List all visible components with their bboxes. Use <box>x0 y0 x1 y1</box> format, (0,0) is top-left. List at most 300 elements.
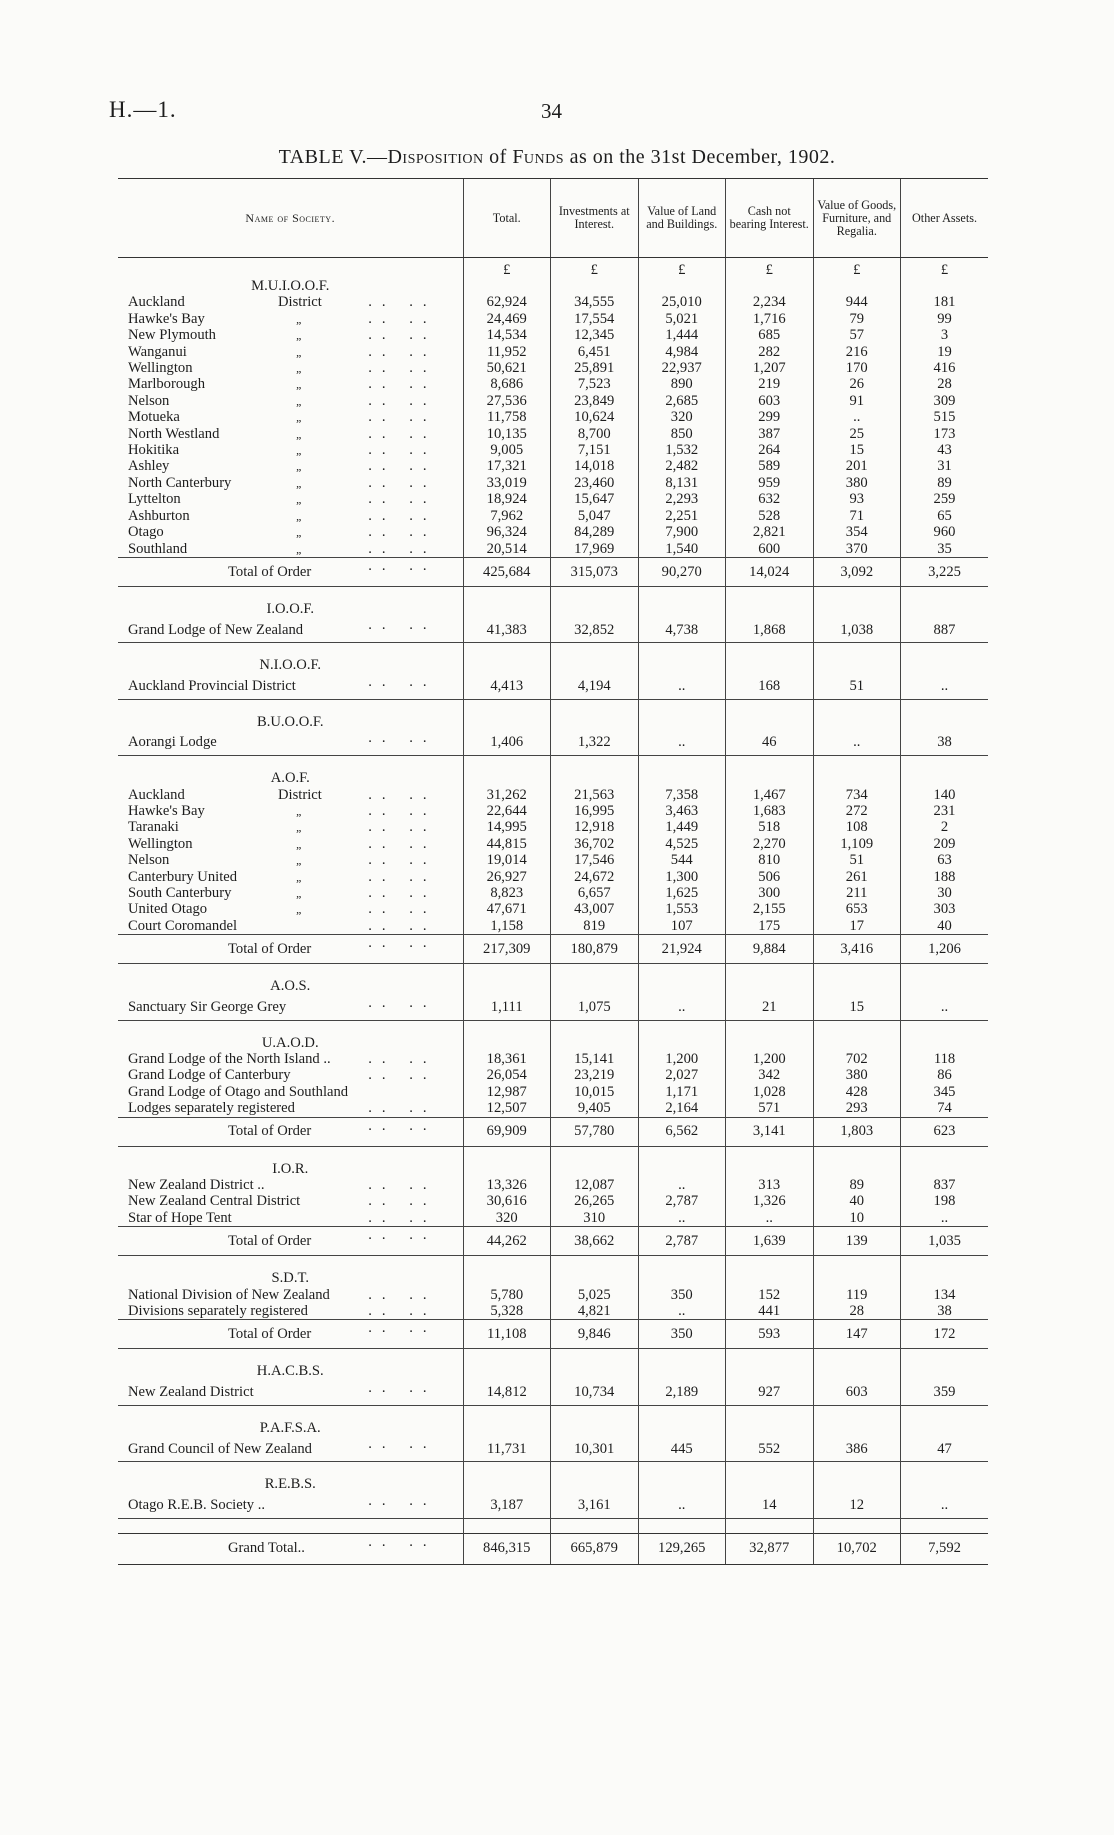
value-cell: 175 <box>726 918 814 935</box>
society-name-text: Southland <box>128 540 188 557</box>
society-row <box>118 1436 988 1462</box>
spacer-cell <box>813 1405 901 1420</box>
value-cell: 386 <box>813 1436 901 1462</box>
empty-cell <box>638 1363 726 1379</box>
empty-cell <box>638 978 726 994</box>
value-cell: 15 <box>813 995 901 1021</box>
value-cell: 272 <box>813 803 901 819</box>
society-name-text: Lyttelton <box>128 491 181 508</box>
spacer-cell <box>551 964 639 979</box>
value-cell: 518 <box>726 819 814 835</box>
value-cell: 632 <box>726 491 814 507</box>
value-cell: 416 <box>901 360 989 376</box>
society-name-text: Otago <box>128 524 164 541</box>
empty-cell <box>813 1476 901 1492</box>
value-cell: 7,523 <box>551 376 639 392</box>
value-cell: 9,405 <box>551 1100 639 1117</box>
value-cell: 3,416 <box>813 935 901 964</box>
value-cell: 21 <box>726 995 814 1021</box>
society-row <box>118 541 988 558</box>
society-row <box>118 869 988 885</box>
value-cell: 441 <box>726 1303 814 1320</box>
value-cell: 36,702 <box>551 836 639 852</box>
leader-dots: .. .. <box>368 994 437 1011</box>
value-cell: 600 <box>726 541 814 558</box>
empty-cell <box>638 1270 726 1286</box>
spacer-cell <box>901 1256 989 1271</box>
table-body <box>118 258 988 1565</box>
value-cell: 63 <box>901 852 989 868</box>
leader-dots: .. .. <box>368 730 437 747</box>
value-cell: 32,877 <box>726 1533 814 1564</box>
empty-cell <box>463 714 551 730</box>
value-cell: 3 <box>901 327 989 343</box>
society-name <box>118 995 463 1021</box>
col-header-other: Other Assets. <box>901 179 989 258</box>
value-cell: 12,345 <box>551 327 639 343</box>
value-cell: 118 <box>901 1051 989 1067</box>
empty-cell <box>463 1420 551 1436</box>
value-cell: 380 <box>813 1067 901 1083</box>
society-name <box>118 617 463 643</box>
value-cell: 890 <box>638 376 726 392</box>
group-heading: P.A.F.S.A. <box>259 1419 321 1436</box>
value-cell: 14,534 <box>463 327 551 343</box>
value-cell: 35 <box>901 541 989 558</box>
funds-table <box>118 178 988 1565</box>
value-cell: 14,018 <box>551 458 639 474</box>
spacer-row <box>118 1020 988 1035</box>
spacer-cell <box>551 699 639 714</box>
page-number: 34 <box>541 99 562 123</box>
total-label <box>118 1227 463 1256</box>
title-of: of <box>483 146 513 168</box>
value-cell: 4,194 <box>551 674 639 700</box>
value-cell: 28 <box>901 376 989 392</box>
value-cell: 7,358 <box>638 787 726 803</box>
value-cell: 89 <box>901 475 989 491</box>
society-name-text: Nelson <box>128 392 170 409</box>
value-cell: 172 <box>901 1320 989 1349</box>
spacer-cell <box>463 1256 551 1271</box>
value-cell: 1,207 <box>726 360 814 376</box>
society-name <box>118 852 463 868</box>
value-cell: 108 <box>813 819 901 835</box>
total-label <box>118 935 463 964</box>
value-cell: 8,131 <box>638 475 726 491</box>
society-name <box>118 1100 463 1117</box>
empty-cell <box>638 714 726 730</box>
society-name-text: Auckland <box>128 294 185 311</box>
spacer-cell <box>813 756 901 771</box>
col-header-total: Total. <box>463 179 551 258</box>
spacer-cell <box>638 756 726 771</box>
society-row <box>118 508 988 524</box>
empty-cell <box>726 1161 814 1177</box>
spacer-row <box>118 586 988 601</box>
society-name <box>118 1051 463 1067</box>
empty-cell <box>551 1476 639 1492</box>
society-row <box>118 426 988 442</box>
spacer-cell <box>463 1146 551 1161</box>
society-row <box>118 344 988 360</box>
empty-cell <box>638 657 726 673</box>
spacer-cell <box>118 586 463 601</box>
value-cell: 211 <box>813 885 901 901</box>
leader-dots: .. .. <box>368 1117 437 1134</box>
value-cell: 345 <box>901 1084 989 1100</box>
total-label-text: Total of Order <box>228 1326 312 1343</box>
value-cell: 1,716 <box>726 311 814 327</box>
empty-cell <box>901 1270 989 1286</box>
value-cell: 10,015 <box>551 1084 639 1100</box>
total-row <box>118 1117 988 1146</box>
spacer-cell <box>551 1020 639 1035</box>
value-cell: 22,937 <box>638 360 726 376</box>
society-name-text: Auckland Provincial District <box>128 678 296 695</box>
group-heading: B.U.O.O.F. <box>256 713 324 730</box>
society-row <box>118 1303 988 1320</box>
spacer-cell <box>813 964 901 979</box>
unit-symbol: £ <box>726 258 814 279</box>
society-name <box>118 901 463 917</box>
value-cell: 259 <box>901 491 989 507</box>
value-cell: 1,540 <box>638 541 726 558</box>
value-cell: 370 <box>813 541 901 558</box>
value-cell: .. <box>901 1493 989 1519</box>
group-heading: A.O.F. <box>270 770 310 787</box>
society-name-text: Motueka <box>128 409 180 426</box>
spacer-cell <box>901 756 989 771</box>
society-name-text: Wellington <box>128 360 193 377</box>
value-cell: 4,413 <box>463 674 551 700</box>
spacer-cell <box>901 1462 989 1477</box>
society-row <box>118 730 988 756</box>
total-label <box>118 1320 463 1349</box>
value-cell: 17,546 <box>551 852 639 868</box>
value-cell: 71 <box>813 508 901 524</box>
society-name <box>118 311 463 327</box>
value-cell: 51 <box>813 852 901 868</box>
ditto-mark: „ <box>296 443 303 458</box>
group-heading-row <box>118 657 988 673</box>
value-cell: 944 <box>813 294 901 310</box>
spacer-cell <box>813 586 901 601</box>
spacer-row <box>118 1462 988 1477</box>
society-name <box>118 442 463 458</box>
value-cell: 685 <box>726 327 814 343</box>
group-heading: I.O.O.F. <box>266 600 314 617</box>
value-cell: 528 <box>726 508 814 524</box>
value-cell: 8,700 <box>551 426 639 442</box>
value-cell: 57,780 <box>551 1117 639 1146</box>
value-cell: 62,924 <box>463 294 551 310</box>
leader-dots: .. .. <box>368 1227 437 1244</box>
leader-dots: .. .. <box>368 458 437 475</box>
ditto-mark: „ <box>296 902 303 917</box>
value-cell: 1,035 <box>901 1227 989 1256</box>
value-cell: 2,164 <box>638 1100 726 1117</box>
society-row <box>118 1100 988 1117</box>
society-name-text: Hawke's Bay <box>128 802 205 819</box>
value-cell: 264 <box>726 442 814 458</box>
spacer-row <box>118 643 988 658</box>
leader-dots: .. .. <box>368 1209 437 1226</box>
society-name-text: Sanctuary Sir George Grey <box>128 998 287 1015</box>
value-cell: 168 <box>726 674 814 700</box>
empty-cell <box>726 714 814 730</box>
spacer-cell <box>726 1146 814 1161</box>
spacer-cell <box>638 1146 726 1161</box>
value-cell: 5,021 <box>638 311 726 327</box>
group-heading-row <box>118 1035 988 1051</box>
value-cell: 1,444 <box>638 327 726 343</box>
society-name <box>118 458 463 474</box>
value-cell: 10,734 <box>551 1380 639 1406</box>
value-cell: 12,087 <box>551 1177 639 1193</box>
spacer-row <box>118 1256 988 1271</box>
value-cell: 6,657 <box>551 885 639 901</box>
empty-cell <box>901 1035 989 1051</box>
value-cell: 1,028 <box>726 1084 814 1100</box>
spacer-row <box>118 699 988 714</box>
leader-dots: .. .. <box>368 343 437 360</box>
leader-dots: .. .. <box>368 442 437 459</box>
empty-cell <box>463 1270 551 1286</box>
total-label-text: Total of Order <box>228 940 312 957</box>
value-cell: 515 <box>901 409 989 425</box>
leader-dots: .. .. <box>368 917 437 934</box>
value-cell: .. <box>726 1210 814 1227</box>
empty-cell <box>726 1270 814 1286</box>
value-cell: 5,328 <box>463 1303 551 1320</box>
ditto-mark: „ <box>296 508 303 523</box>
value-cell: 16,995 <box>551 803 639 819</box>
ditto-mark: „ <box>296 803 303 818</box>
value-cell: .. <box>638 674 726 700</box>
empty-cell <box>726 1420 814 1436</box>
value-cell: 354 <box>813 524 901 540</box>
total-label <box>118 1117 463 1146</box>
value-cell: 188 <box>901 869 989 885</box>
value-cell: 25 <box>813 426 901 442</box>
grand-total-row <box>118 1533 988 1564</box>
value-cell: 89 <box>813 1177 901 1193</box>
value-cell: 5,780 <box>463 1287 551 1303</box>
value-cell: 198 <box>901 1193 989 1209</box>
value-cell: 140 <box>901 787 989 803</box>
value-cell: 26,265 <box>551 1193 639 1209</box>
spacer-cell <box>463 699 551 714</box>
value-cell: 1,200 <box>638 1051 726 1067</box>
spacer-cell <box>638 1405 726 1420</box>
value-cell: 216 <box>813 344 901 360</box>
title-tail: as on the 31st December, 1902. <box>564 146 836 168</box>
value-cell: 84,289 <box>551 524 639 540</box>
ditto-mark: „ <box>296 426 303 441</box>
value-cell: 10,135 <box>463 426 551 442</box>
units-spacer <box>118 258 463 279</box>
society-row <box>118 327 988 343</box>
spacer-row <box>118 756 988 771</box>
grand-total-text: Grand Total.. <box>228 1540 305 1557</box>
value-cell: 1,206 <box>901 935 989 964</box>
value-cell: 91 <box>813 393 901 409</box>
empty-cell <box>726 1035 814 1051</box>
society-name-text: Lodges separately registered <box>128 1100 295 1117</box>
value-cell: 99 <box>901 311 989 327</box>
society-name-text: New Plymouth <box>128 327 216 344</box>
value-cell: 3,092 <box>813 557 901 586</box>
society-row <box>118 458 988 474</box>
spacer-cell <box>463 1405 551 1420</box>
empty-cell <box>813 1420 901 1436</box>
society-row <box>118 393 988 409</box>
empty-cell <box>463 1363 551 1379</box>
total-label-text: Total of Order <box>228 1123 312 1140</box>
empty-cell <box>726 1363 814 1379</box>
group-heading-row <box>118 1363 988 1379</box>
value-cell: 2,155 <box>726 901 814 917</box>
leader-dots: .. .. <box>368 935 437 952</box>
society-name <box>118 787 463 803</box>
unit-symbol: £ <box>638 258 726 279</box>
group-heading: S.D.T. <box>271 1270 309 1287</box>
society-name <box>118 508 463 524</box>
value-cell: 552 <box>726 1436 814 1462</box>
empty-cell <box>901 278 989 294</box>
spacer-cell <box>901 643 989 658</box>
value-cell: 850 <box>638 426 726 442</box>
value-cell: 1,038 <box>813 617 901 643</box>
units-row <box>118 258 988 279</box>
value-cell: 27,536 <box>463 393 551 409</box>
society-name-text: New Zealand District <box>128 1384 254 1401</box>
society-row <box>118 294 988 310</box>
society-name <box>118 1380 463 1406</box>
leader-dots: .. .. <box>368 310 437 327</box>
value-cell: 350 <box>638 1287 726 1303</box>
society-name-text: Star of Hope Tent <box>128 1209 232 1226</box>
society-name-text: Divisions separately registered <box>128 1303 308 1320</box>
value-cell: 14 <box>726 1493 814 1519</box>
value-cell: .. <box>813 730 901 756</box>
value-cell: 170 <box>813 360 901 376</box>
value-cell: 32,852 <box>551 617 639 643</box>
value-cell: 209 <box>901 836 989 852</box>
value-cell: .. <box>638 1493 726 1519</box>
group-heading-row <box>118 1476 988 1492</box>
group-heading-row <box>118 714 988 730</box>
title-lead: TABLE V.— <box>278 146 388 168</box>
district-label: District <box>278 786 322 803</box>
group-heading: R.E.B.S. <box>264 1476 316 1493</box>
value-cell: 1,109 <box>813 836 901 852</box>
value-cell: 201 <box>813 458 901 474</box>
leader-dots: .. .. <box>368 376 437 393</box>
value-cell: 315,073 <box>551 557 639 586</box>
spacer-row <box>118 1349 988 1364</box>
value-cell: 7,900 <box>638 524 726 540</box>
value-cell: 303 <box>901 901 989 917</box>
empty-cell <box>901 1161 989 1177</box>
value-cell: 14,024 <box>726 557 814 586</box>
leader-dots: .. .. <box>368 819 437 836</box>
empty-cell <box>551 601 639 617</box>
value-cell: 7,962 <box>463 508 551 524</box>
value-cell: 21,924 <box>638 935 726 964</box>
value-cell: 12 <box>813 1493 901 1519</box>
spacer-cell <box>901 1405 989 1420</box>
society-row <box>118 360 988 376</box>
society-name-text: Hokitika <box>128 442 180 459</box>
value-cell: 8,686 <box>463 376 551 392</box>
spacer-cell <box>726 964 814 979</box>
value-cell: 50,621 <box>463 360 551 376</box>
value-cell: .. <box>638 1177 726 1193</box>
value-cell: 129,265 <box>638 1533 726 1564</box>
empty-cell <box>813 1035 901 1051</box>
empty-cell <box>463 657 551 673</box>
page-reference: H.—1. <box>109 97 177 122</box>
group-heading-row <box>118 770 988 786</box>
spacer-cell <box>726 643 814 658</box>
total-label <box>118 557 463 586</box>
society-name <box>118 730 463 756</box>
spacer-row <box>118 1146 988 1161</box>
empty-cell <box>638 1035 726 1051</box>
empty-cell <box>726 1476 814 1492</box>
spacer-cell <box>726 699 814 714</box>
value-cell: 3,141 <box>726 1117 814 1146</box>
leader-dots: .. .. <box>368 474 437 491</box>
society-name <box>118 1193 463 1209</box>
value-cell: 13,326 <box>463 1177 551 1193</box>
value-cell: 17 <box>813 918 901 935</box>
value-cell: 47,671 <box>463 901 551 917</box>
spacer-cell <box>813 699 901 714</box>
leader-dots: .. .. <box>368 868 437 885</box>
empty-cell <box>463 1476 551 1492</box>
ditto-mark: „ <box>296 328 303 343</box>
group-heading: U.A.O.D. <box>261 1034 319 1051</box>
value-cell: 2,251 <box>638 508 726 524</box>
value-cell: 33,019 <box>463 475 551 491</box>
value-cell: 1,449 <box>638 819 726 835</box>
value-cell: 665,879 <box>551 1533 639 1564</box>
ditto-mark: „ <box>296 459 303 474</box>
group-heading: I.O.R. <box>272 1160 309 1177</box>
spacer-cell <box>726 1349 814 1364</box>
spacer-cell <box>118 1146 463 1161</box>
value-cell: 11,108 <box>463 1320 551 1349</box>
value-cell: 152 <box>726 1287 814 1303</box>
value-cell: 86 <box>901 1067 989 1083</box>
leader-dots: .. .. <box>368 1379 437 1396</box>
value-cell: 9,884 <box>726 935 814 964</box>
spacer-cell <box>118 643 463 658</box>
leader-dots: .. .. <box>368 673 437 690</box>
value-cell: 51 <box>813 674 901 700</box>
value-cell: 15 <box>813 442 901 458</box>
leader-dots: .. .. <box>368 524 437 541</box>
value-cell: 702 <box>813 1051 901 1067</box>
leader-dots: .. .. <box>368 1320 437 1337</box>
society-row <box>118 475 988 491</box>
value-cell: 31 <box>901 458 989 474</box>
spacer-cell <box>901 586 989 601</box>
value-cell: 38 <box>901 730 989 756</box>
